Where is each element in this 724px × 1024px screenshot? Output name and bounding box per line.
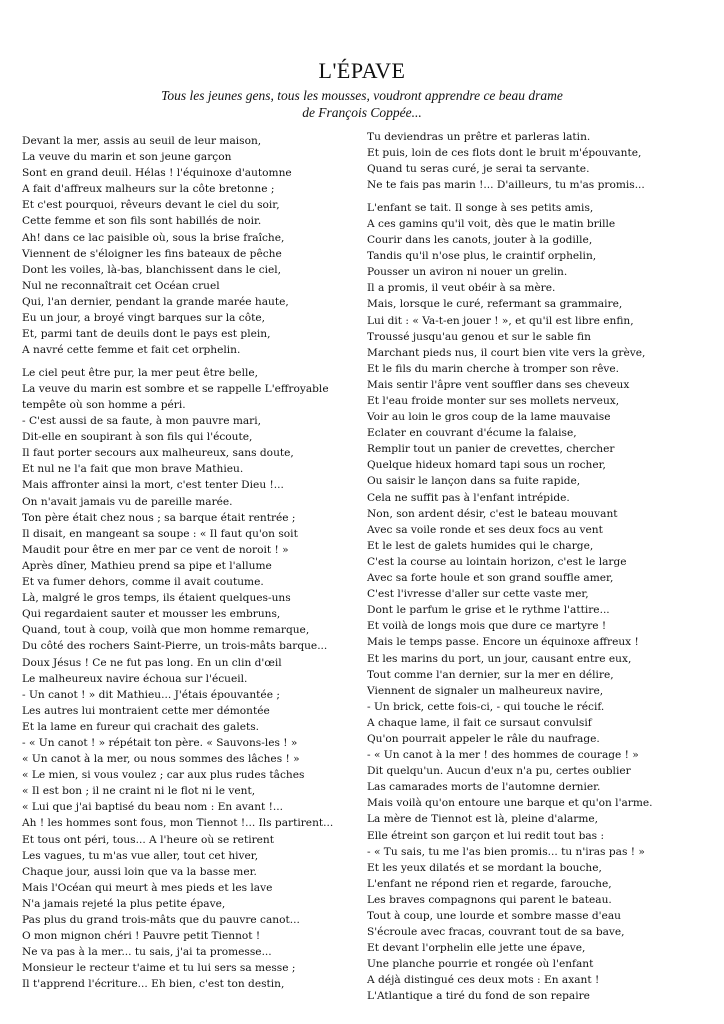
verse-line: A fait d'affreux malheurs sur la côte bretonne ; [22, 183, 275, 196]
verse-line: Et la lame en fureur qui crachait des galets. [22, 720, 260, 733]
verse-line: Tout comme l'an dernier, sur la mer en délire, [367, 668, 614, 681]
verse-line: Viennent de signaler un malheureux navire, [367, 684, 604, 697]
verse-line: Doux Jésus ! Ce ne fut pas long. En un clin d'œil [22, 656, 282, 669]
subtitle-line: de François Coppée... [302, 105, 422, 120]
verse-line: Et les yeux dilatés et se mordant la bouche, [367, 861, 602, 874]
verse-line: La veuve du marin est sombre et se rappelle L'effroyable [22, 382, 329, 395]
verse-line: « Un canot à la mer, ou nous sommes des lâches ! » [22, 753, 300, 766]
verse-line: - Un canot ! » dit Mathieu... J'étais épouvantée ; [22, 688, 280, 701]
verse-line: C'est la course au lointain horizon, c'est le large [367, 555, 627, 568]
verse-line: Dont les voiles, là-bas, blanchissent dans le ciel, [22, 263, 282, 276]
verse-line: A déjà distingué ces deux mots : En axant ! [367, 974, 600, 987]
verse-line: Dit quelqu'un. Aucun d'eux n'a pu, certes oublier [367, 765, 631, 778]
verse-line: Sont en grand deuil. Hélas ! l'équinoxe d'automne [22, 167, 292, 180]
verse-line: « Lui que j'ai baptisé du beau nom : En avant !... [22, 801, 283, 814]
verse-line: tempête où son homme a péri. [22, 399, 186, 411]
verse-line: Lui dit : « Va-t-en jouer ! », et qu'il est libre enfin, [367, 314, 634, 327]
verse-line: Quand, tout à coup, voilà que mon homme remarque, [22, 624, 310, 637]
stanza [22, 133, 352, 358]
verse-line: A chaque lame, il fait ce sursaut convulsif [367, 716, 592, 729]
verse-line: Non, son ardent désir, c'est le bateau mouvant [367, 507, 618, 520]
verse-line: Dont le parfum le grise et le rythme l'attire... [367, 604, 610, 617]
verse-line: Le malheureux navire échoua sur l'écueil. [22, 672, 248, 685]
verse-line: Viennent de s'éloigner les fins bateaux de pêche [22, 247, 282, 260]
verse-line: Ah! dans ce lac paisible où, sous la brise fraîche, [22, 231, 285, 244]
verse-line: Le ciel peut être pur, la mer peut être belle, [22, 366, 258, 379]
verse-line: Mais l'Océan qui meurt à mes pieds et les lave [22, 881, 273, 894]
right-column [367, 129, 707, 1011]
verse-line: On n'avait jamais vu de pareille marée. [22, 495, 233, 508]
verse-line: Pousser un aviron ni nouer un grelin. [367, 266, 568, 279]
verse-line: Et tous ont péri, tous... A l'heure où se retirent [22, 833, 275, 846]
subtitle-line: Tous les jeunes gens, tous les mousses, voudront apprendre ce beau drame [161, 88, 563, 103]
verse-line: L'Atlantique a tiré du fond de son repaire [367, 990, 590, 1003]
verse-line: La mère de Tiennot est là, pleine d'alarme, [367, 813, 599, 826]
verse-line: Et c'est pourquoi, rêveurs devant le ciel du soir, [22, 199, 280, 212]
verse-line: Pas plus du grand trois-mâts que du pauvre canot... [22, 914, 300, 926]
verse-line: Et, parmi tant de deuils dont le pays est plein, [22, 328, 271, 341]
verse-line: Et va fumer dehors, comme il avait coutume. [22, 576, 264, 589]
verse-line: N'a jamais rejeté la plus petite épave, [22, 897, 226, 910]
verse-line: Les braves compagnons qui parent le bateau. [367, 893, 612, 906]
verse-line: Et l'eau froide monter sur ses mollets nerveux, [367, 395, 620, 407]
verse-line: Une planche pourrie et rongée où l'enfant [367, 958, 594, 971]
verse-line: Et le fils du marin cherche à tromper son rêve. [367, 362, 619, 375]
verse-line: Qui, l'an dernier, pendant la grande marée haute, [22, 295, 289, 308]
verse-line: La veuve du marin et son jeune garçon [22, 151, 232, 164]
verse-line: Il faut porter secours aux malheureux, sans doute, [22, 447, 294, 460]
verse-line: Las camarades morts de l'automne dernier. [367, 781, 601, 794]
verse-line: Tout à coup, une lourde et sombre masse d'eau [367, 910, 621, 922]
verse-line: Chaque jour, aussi loin que va la basse mer. [22, 865, 257, 878]
verse-line: Qu'on pourrait appeler le râle du naufrage. [367, 732, 600, 745]
verse-line: Eu un jour, a broyé vingt barques sur la côte, [22, 312, 265, 325]
verse-line: Et devant l'orphelin elle jette une épave, [367, 942, 586, 955]
verse-line: Il a promis, il veut obéir à sa mère. [367, 282, 556, 295]
verse-line: L'enfant se tait. Il songe à ses petits amis, [367, 201, 594, 214]
verse-line: Eclater en couvrant d'écume la falaise, [367, 427, 577, 440]
verse-line: Monsieur le recteur t'aime et tu lui sers sa messe ; [22, 962, 296, 975]
verse-line: Ne va pas à la mer... tu sais, j'ai ta promesse... [22, 946, 272, 959]
verse-line: Dit-elle en soupirant à son fils qui l'écoute, [22, 431, 253, 444]
verse-line: Quelque hideux homard tapi sous un rocher, [367, 459, 606, 472]
verse-line: Il disait, en mangeant sa soupe : « Il faut qu'on soit [22, 527, 298, 540]
verse-line: Mais le temps passe. Encore un équinoxe affreux ! [367, 636, 639, 649]
verse-line: Avec sa voile ronde et ses deux focs au vent [367, 523, 603, 536]
verse-line: Et le lest de galets humides qui le charge, [367, 539, 594, 552]
verse-line: Tandis qu'il n'ose plus, le craintif orphelin, [367, 250, 597, 263]
verse-line: Et puis, loin de ces flots dont le bruit m'épouvante, [367, 147, 642, 160]
verse-line: Il t'apprend l'écriture... Eh bien, c'est ton destin, [22, 978, 285, 991]
verse-line: Mais voilà qu'on entoure une barque et qu'on l'arme. [367, 797, 653, 810]
verse-line: A ces gamins qu'il voit, dès que le matin brille [367, 217, 616, 230]
verse-line: Et voilà de longs mois que dure ce martyre ! [367, 620, 607, 633]
verse-line: Après dîner, Mathieu prend sa pipe et l'allume [22, 559, 272, 572]
verse-line: Mais affronter ainsi la mort, c'est tenter Dieu !... [22, 479, 284, 492]
verse-line: Marchant pieds nus, il court bien vite vers la grève, [367, 346, 646, 359]
verse-line: - C'est aussi de sa faute, à mon pauvre mari, [22, 415, 262, 428]
verse-line: - « Un canot à la mer ! des hommes de courage ! » [367, 749, 639, 762]
verse-line: Cette femme et son fils sont habillés de noir. [22, 215, 262, 228]
verse-line: Voir au loin le gros coup de la lame mauvaise [367, 411, 611, 424]
poem-subtitle [0, 87, 724, 121]
verse-line: Ah ! les hommes sont fous, mon Tiennot !... Ils partirent... [22, 817, 334, 830]
verse-line: Et nul ne l'a fait que mon brave Mathieu. [22, 463, 244, 476]
verse-line: Là, malgré le gros temps, ils étaient quelques-uns [22, 592, 291, 605]
verse-line: Maudit pour être en mer par ce vent de noroit ! » [22, 543, 289, 556]
verse-line: Et les marins du port, un jour, causant entre eux, [367, 652, 632, 665]
verse-line: C'est l'ivresse d'aller sur cette vaste mer, [367, 588, 589, 601]
verse-line: Mais, lorsque le curé, refermant sa grammaire, [367, 298, 623, 311]
verse-line: S'écroule avec fracas, couvrant tout de sa bave, [367, 926, 625, 939]
verse-line: Nul ne reconnaîtrait cet Océan cruel [22, 279, 220, 292]
stanza [367, 200, 707, 1005]
verse-line: Tu deviendras un prêtre et parleras latin. [367, 131, 591, 143]
verse-line: Elle étreint son garçon et lui redit tout bas : [367, 829, 605, 842]
verse-line: « Il est bon ; il ne craint ni le flot ni le vent, [22, 785, 256, 798]
verse-line: Les vagues, tu m'as vue aller, tout cet hiver, [22, 849, 259, 862]
verse-line: Ton père était chez nous ; sa barque était rentrée ; [22, 511, 296, 524]
verse-line: Les autres lui montraient cette mer démontée [22, 704, 270, 717]
left-column [22, 133, 352, 999]
verse-line: Cela ne suffit pas à l'enfant intrépide. [367, 491, 570, 504]
stanza [367, 129, 707, 193]
verse-line: - Un brick, cette fois-ci, - qui touche le récif. [367, 700, 605, 713]
verse-line: « Le mien, si vous voulez ; car aux plus rudes tâches [22, 769, 305, 782]
verse-line: A navré cette femme et fait cet orphelin. [22, 344, 241, 357]
verse-line: O mon mignon chéri ! Pauvre petit Tiennot ! [22, 930, 261, 943]
verse-line: Ne te fais pas marin !... D'ailleurs, tu m'as promis... [367, 179, 645, 192]
verse-line: Du côté des rochers Saint-Pierre, un trois-mâts barque... [22, 640, 328, 653]
verse-line: Devant la mer, assis au seuil de leur maison, [22, 135, 262, 147]
verse-line: Qui regardaient sauter et mousser les embruns, [22, 608, 281, 621]
verse-line: Mais sentir l'âpre vent souffler dans ses cheveux [367, 378, 630, 391]
verse-line: - « Tu sais, tu me l'as bien promis... tu n'iras pas ! » [367, 845, 645, 858]
poem-title: L'ÉPAVE [318, 58, 406, 83]
verse-line: Ou saisir le lançon dans sa fuite rapide, [367, 475, 581, 488]
verse-line: Quand tu seras curé, je serai ta servante. [367, 163, 590, 176]
verse-line: Troussé jusqu'au genou et sur le sable fin [367, 330, 591, 343]
verse-line: Avec sa forte houle et son grand souffle amer, [367, 572, 614, 585]
stanza [22, 365, 352, 993]
verse-line: Remplir tout un panier de crevettes, chercher [367, 443, 615, 456]
verse-line: L'enfant ne répond rien et regarde, farouche, [367, 877, 612, 890]
verse-line: - « Un canot ! » répétait ton père. « Sauvons-les ! » [22, 736, 298, 749]
verse-line: Courir dans les canots, jouter à la godille, [367, 234, 593, 247]
